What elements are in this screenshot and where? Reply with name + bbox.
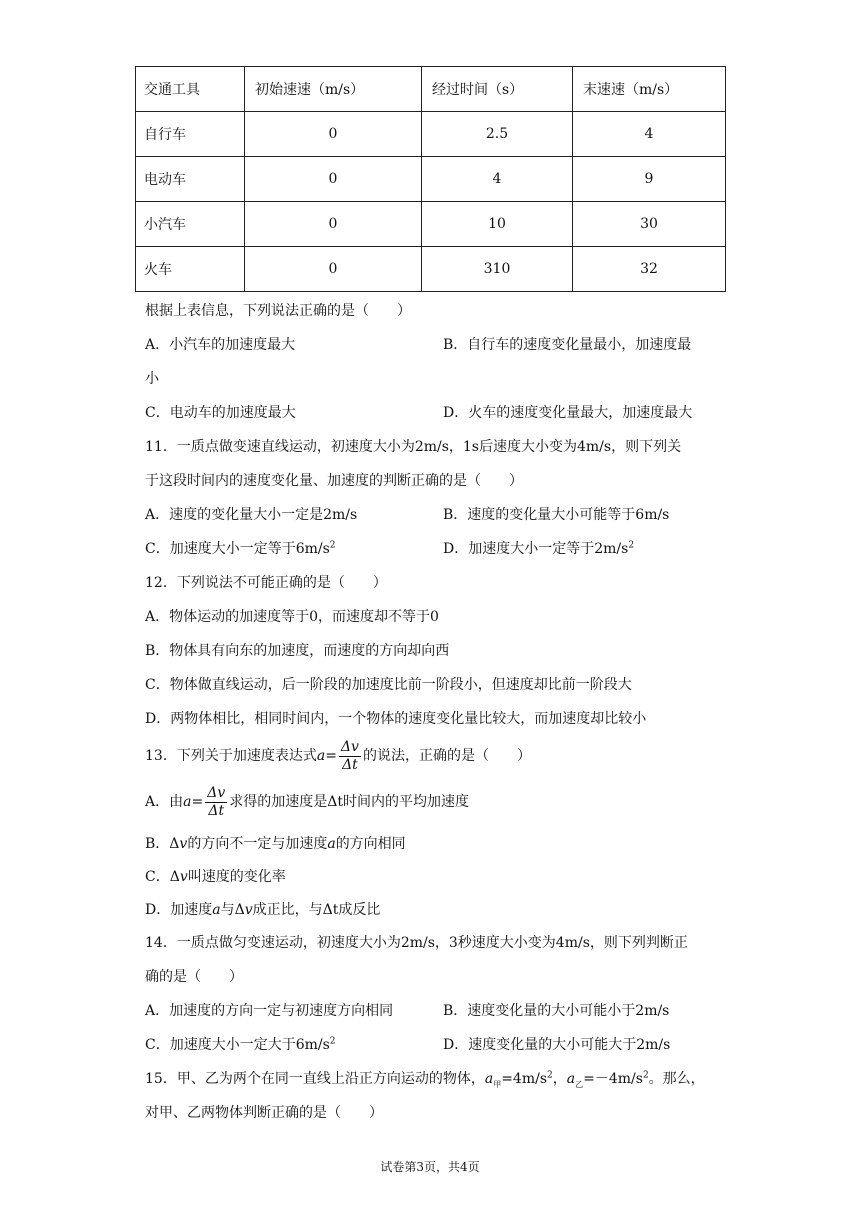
table-cell: 2.5 [422, 112, 573, 157]
q10-option-c: C．电动车的加速度最大 [145, 405, 296, 421]
q10-option-b: B．自行车的速度变化量最小，加速度最 [443, 337, 692, 353]
q12-stem: 12．下列说法不可能正确的是（ ） [145, 575, 387, 591]
fraction-dv-dt: $\frac{\Delta v}{\Delta t}$ [207, 784, 226, 819]
q11-stem-line1: 11．一质点做变速直线运动，初速度大小为2m/s，1s后速度大小变为4m/s，则下列关 [145, 439, 682, 455]
q11-option-d: D．加速度大小一定等于$2m/s^2$ [443, 540, 635, 557]
q15-stem-line2: 对甲、乙两物体判断正确的是（ ） [145, 1105, 383, 1121]
table-row [136, 112, 726, 157]
table-cell: 小汽车 [136, 202, 245, 247]
table-cell: 9 [573, 157, 726, 202]
q11-stem-line2: 于这段时间内的速度变化量、加速度的判断正确的是（ ） [145, 473, 523, 489]
q11-option-c: C．加速度大小一定等于$6m/s^2$ [145, 540, 336, 557]
q13-stem: 13．下列关于加速度表达式a= $\frac{\Delta v}{\Delta t}$ 的说法，正确的是（ ） [145, 738, 531, 773]
table-cell: 310 [422, 247, 573, 292]
q14-stem-line1: 14．一质点做匀变速运动，初速度大小为2m/s，3秒速度大小变为4m/s，则下列判断正 [145, 935, 688, 951]
q13-option-c: C．Δv叫速度的变化率 [145, 869, 286, 885]
table-cell: 30 [573, 202, 726, 247]
q10-stem: 根据上表信息，下列说法正确的是（ ） [145, 303, 411, 319]
table-header-cell: 交通工具 [136, 67, 245, 112]
q14-option-c: C．加速度大小一定大于$6m/s^2$ [145, 1036, 336, 1053]
page-footer: 试卷第3页，共4页 [380, 1160, 480, 1174]
fraction-dv-dt: $\frac{\Delta v}{\Delta t}$ [340, 738, 359, 773]
table-header-cell: 经过时间（s） [422, 67, 573, 112]
table-cell: 火车 [136, 247, 245, 292]
table-row [136, 157, 726, 202]
table-row [136, 247, 726, 292]
q10-option-a: A．小汽车的加速度最大 [145, 337, 296, 353]
q12-option-d: D．两物体相比，相同时间内，一个物体的速度变化量比较大，而加速度却比较小 [145, 711, 647, 727]
table-cell: 4 [422, 157, 573, 202]
vehicle-table [135, 66, 726, 292]
table-cell: 32 [573, 247, 726, 292]
q10-option-d: D．火车的速度变化量最大，加速度最大 [443, 405, 693, 421]
q14-option-a: A．加速度的方向一定与初速度方向相同 [145, 1003, 394, 1019]
q14-option-d: D．速度变化量的大小可能大于2m/s [443, 1037, 671, 1053]
table-cell: 0 [245, 247, 422, 292]
q12-option-b: B．物体具有向东的加速度，而速度的方向却向西 [145, 643, 450, 659]
table-header-cell: 初始速速（m/s） [245, 67, 422, 112]
q12-option-a: A．物体运动的加速度等于0，而速度却不等于0 [145, 609, 439, 625]
table-header-cell: 末速速（m/s） [573, 67, 726, 112]
table-cell: 4 [573, 112, 726, 157]
q14-stem-line2: 确的是（ ） [145, 969, 243, 985]
table-cell: 0 [245, 157, 422, 202]
table-cell: 自行车 [136, 112, 245, 157]
table-cell: 0 [245, 202, 422, 247]
table-cell: 0 [245, 112, 422, 157]
table-row [136, 202, 726, 247]
q15-stem-line1: 15．甲、乙为两个在同一直线上沿正方向运动的物体，$a_甲=4m/s^2$，$a_乙=-4m/s^2$。那么， [145, 1070, 705, 1089]
q13-option-b: B．Δv的方向不一定与加速度a的方向相同 [145, 836, 406, 852]
table-cell: 10 [422, 202, 573, 247]
q10-option-b-continued: 小 [145, 371, 159, 387]
q13-option-a: A．由a= $\frac{\Delta v}{\Delta t}$ 求得的加速度是Δt时间内的平均加速度 [145, 784, 469, 819]
table-cell: 电动车 [136, 157, 245, 202]
q11-option-a: A．速度的变化量大小一定是2m/s [145, 507, 358, 523]
q12-option-c: C．物体做直线运动，后一阶段的加速度比前一阶段小，但速度却比前一阶段大 [145, 677, 632, 693]
q13-option-d: D．加速度a与Δv成正比，与Δt成反比 [145, 902, 381, 918]
q11-option-b: B．速度的变化量大小可能等于6m/s [443, 507, 670, 523]
q14-option-b: B．速度变化量的大小可能小于2m/s [443, 1003, 670, 1019]
table-header-row [136, 67, 726, 112]
